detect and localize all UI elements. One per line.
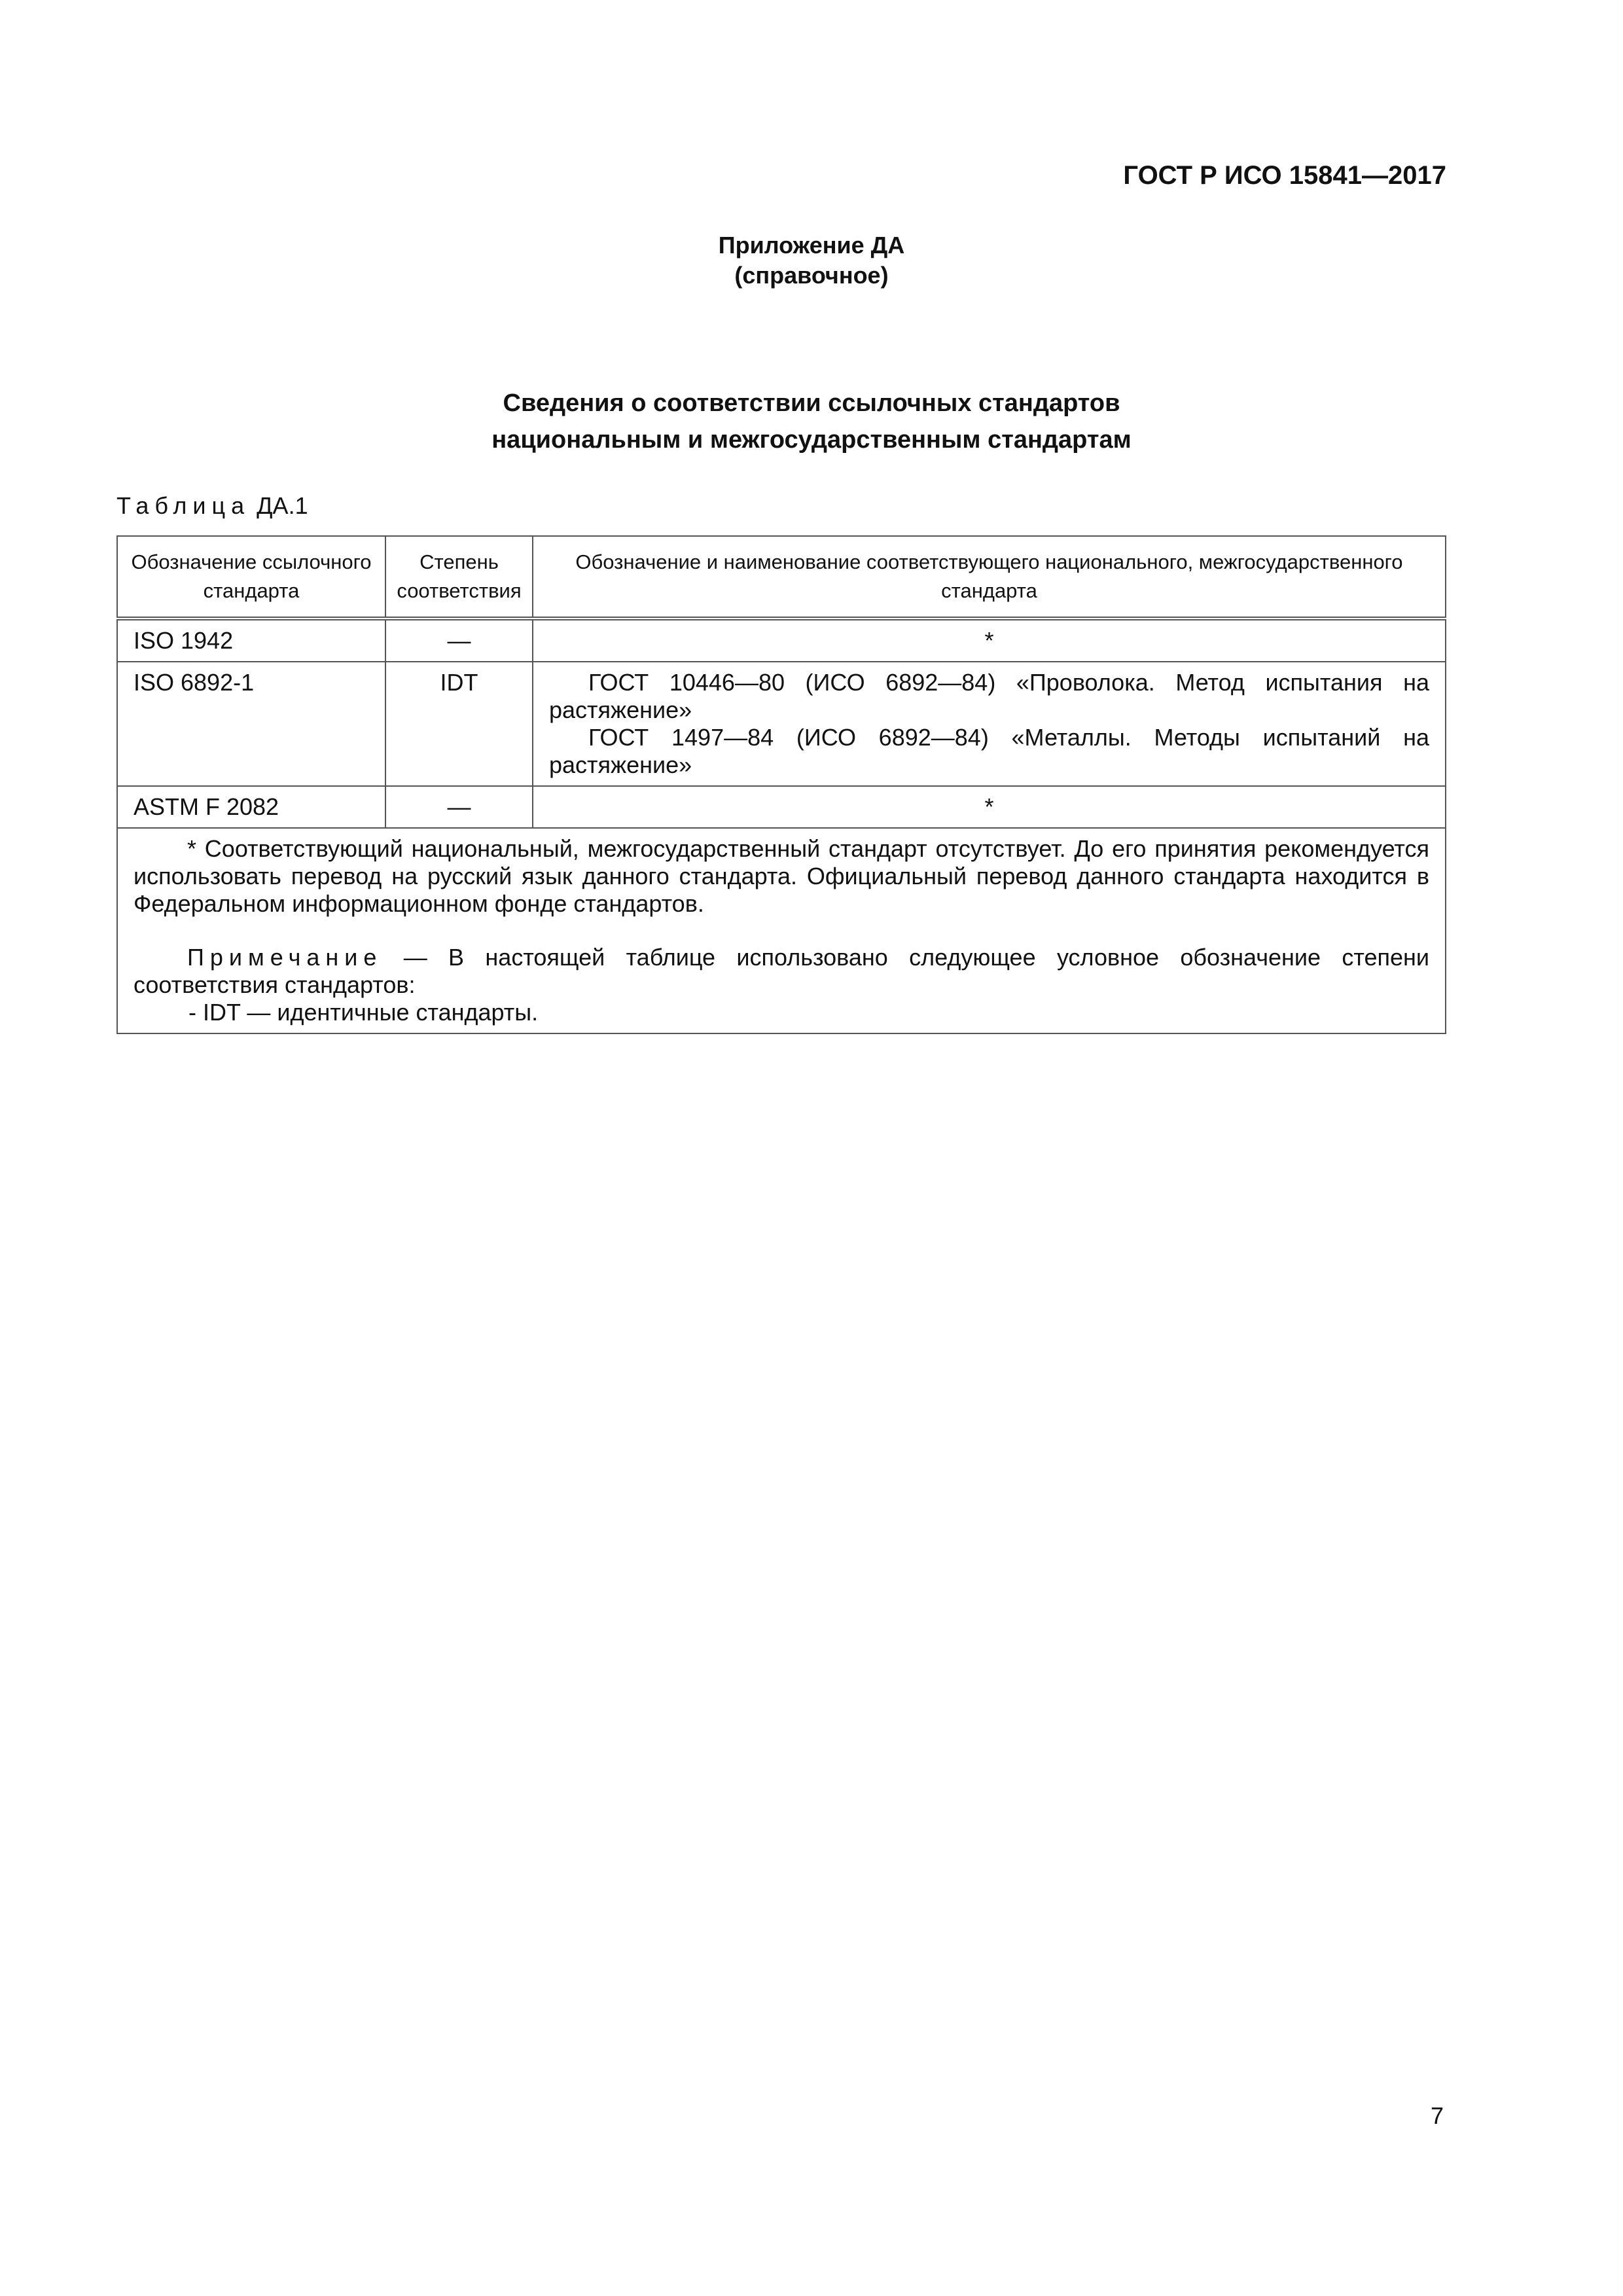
table-header-row bbox=[117, 536, 1446, 619]
table-row bbox=[117, 662, 1446, 786]
table-note bbox=[134, 944, 1429, 999]
page-number: 7 bbox=[1430, 2102, 1444, 2129]
national-standard-entry: ГОСТ 1497—84 (ИСО 6892—84) «Металлы. Методы испытаний на растяжение» bbox=[549, 724, 1429, 778]
note-text: — В настоящей таблице использовано следующее условное обозначение степени соответствия стандартов: bbox=[134, 944, 1429, 998]
appendix-kind: (справочное) bbox=[734, 262, 889, 289]
table-footnote-row bbox=[117, 828, 1446, 1033]
table-caption-id: ДА.1 bbox=[257, 492, 308, 519]
table-caption bbox=[116, 492, 308, 520]
degree-cell: — bbox=[385, 619, 533, 662]
reference-standard-cell: ASTM F 2082 bbox=[117, 786, 385, 828]
national-standard-cell: * bbox=[533, 786, 1446, 828]
note-list-item: - IDT — идентичные стандарты. bbox=[188, 999, 539, 1026]
note-label: Примечание bbox=[187, 944, 383, 971]
footnote-text: * Соответствующий национальный, межгосударственный стандарт отсутствует. До его принятия рекомендуется использовать перевод на русский язык данного стандарта. Официальный перевод данного стандарта находится в Федеральном информационном фонде стандартов. bbox=[134, 835, 1429, 917]
header-degree-of-conformity: Степень соответствия bbox=[385, 536, 533, 619]
section-title bbox=[94, 385, 1529, 458]
degree-cell: IDT bbox=[385, 662, 533, 786]
table-caption-word: Таблица bbox=[116, 492, 251, 519]
section-title-line-1: Сведения о соответствии ссылочных стандартов bbox=[503, 389, 1120, 417]
reference-standards-table bbox=[116, 535, 1446, 1034]
degree-cell: — bbox=[385, 786, 533, 828]
reference-standard-cell: ISO 1942 bbox=[117, 619, 385, 662]
header-national-standard: Обозначение и наименование соответствующего национального, межгосударственного стандарта bbox=[533, 536, 1446, 619]
appendix-heading bbox=[94, 230, 1529, 291]
appendix-title: Приложение ДА bbox=[718, 232, 905, 259]
document-code: ГОСТ Р ИСО 15841—2017 bbox=[1123, 161, 1446, 190]
header-reference-standard: Обозначение ссылочного стандарта bbox=[117, 536, 385, 619]
table-footnote bbox=[117, 828, 1446, 1033]
national-standard-entry: ГОСТ 10446—80 (ИСО 6892—84) «Проволока. Метод испытания на растяжение» bbox=[549, 669, 1429, 723]
table-row bbox=[117, 786, 1446, 828]
reference-standard-cell: ISO 6892-1 bbox=[117, 662, 385, 786]
national-standard-cell: * bbox=[533, 619, 1446, 662]
national-standard-cell bbox=[533, 662, 1446, 786]
section-title-line-2: национальным и межгосударственным стандартам bbox=[491, 426, 1132, 454]
table-row bbox=[117, 619, 1446, 662]
